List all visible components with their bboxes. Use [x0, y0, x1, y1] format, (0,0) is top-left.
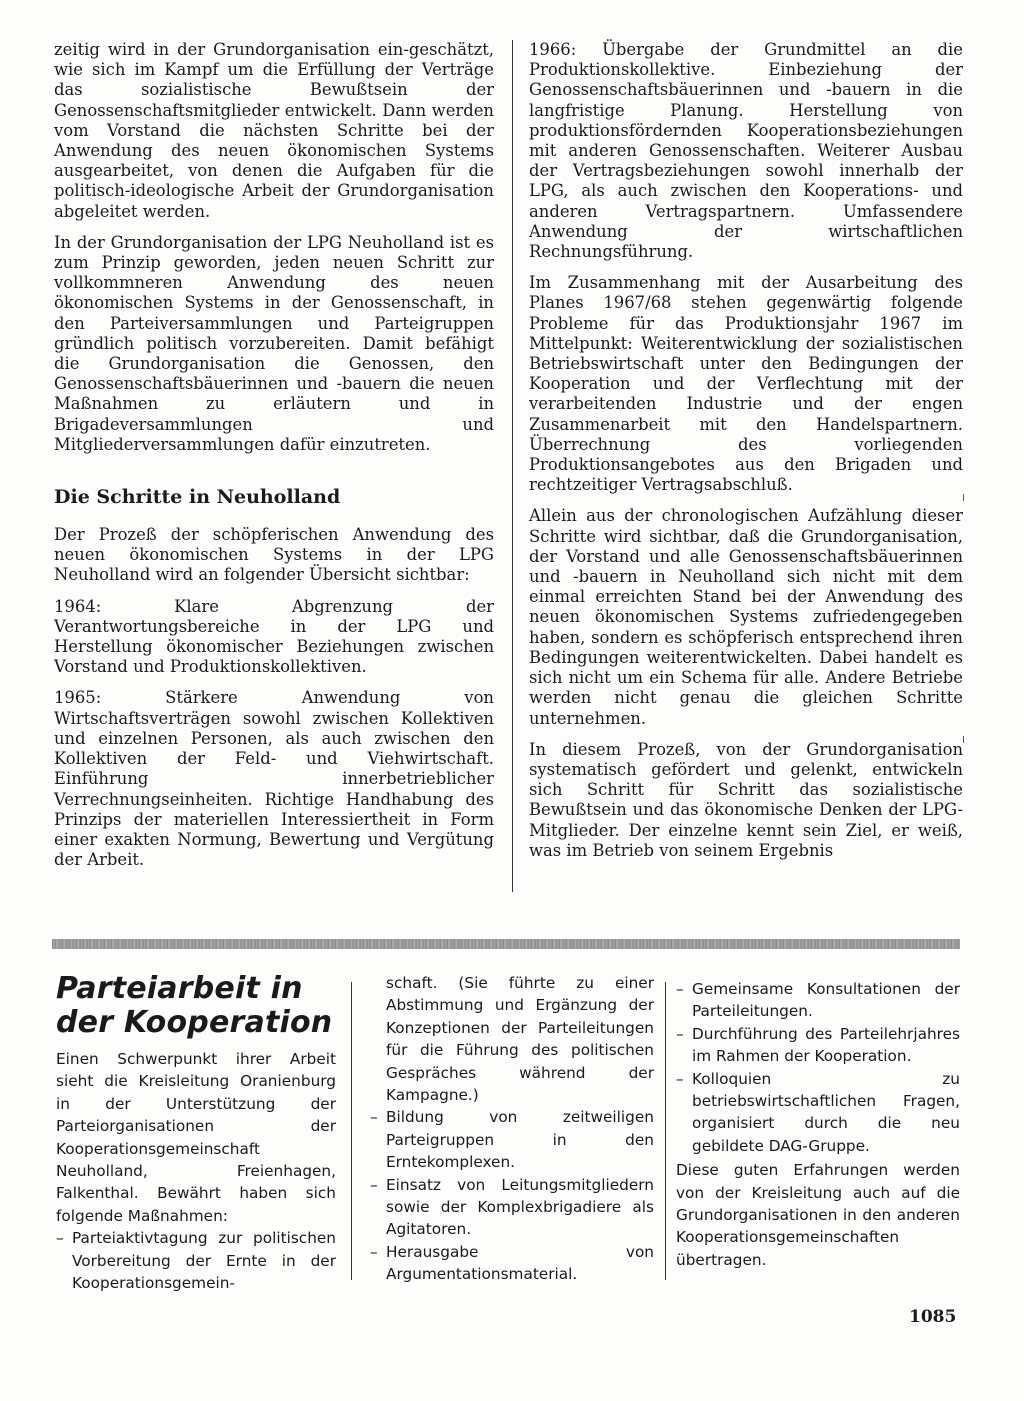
- list-item-text: Herausgabe von Argumentationsmaterial.: [386, 1242, 654, 1284]
- list-item-text: Parteiaktivtagung zur politischen Vorbereitung der Ernte in der Kooperationsgemein-: [72, 1229, 336, 1293]
- article-paragraph: zeitig wird in der Grundorganisation ein-geschätzt, wie sich im Kampf um die Erfüllung der Verträge das sozialistische Bewußtsein der Genossenschaftsmitglieder entwickelt. Dann werden vom Vorstand die nächsten Schritte bei der Anwendung des neuen ökonomischen Systems ausgearbeitet, von denen die Aufgaben für die politisch-ideologische Arbeit der Grundorganisation abgeleitet werden.: [54, 40, 494, 221]
- list-item: [676, 1023, 960, 1068]
- dash-marker: –: [676, 1069, 684, 1088]
- box-closing: Diese guten Erfahrungen werden von der Kreisleitung auch auf die Grundorganisationen in den anderen Kooperationsgemeinschaften übertragen.: [676, 1161, 960, 1269]
- box-list-3: [676, 978, 960, 1157]
- list-item: [56, 1227, 336, 1294]
- dash-marker: –: [56, 1229, 64, 1248]
- box-intro: Einen Schwerpunkt ihrer Arbeit sieht die Kreisleitung Oranienburg in der Unterstützung der Parteiorganisationen der Kooperationsgemeinschaft Neuholland, Freienhagen, Falkenthal. Bewährt haben sich folgende Maßnahmen:: [56, 1050, 336, 1225]
- list-item-text: Gemeinsame Konsultationen der Parteileitungen.: [692, 980, 960, 1021]
- dash-marker: –: [370, 1108, 378, 1127]
- list-item-text: Einsatz von Leitungsmitgliedern sowie der Komplexbrigadiere als Agitatoren.: [386, 1175, 654, 1239]
- article-paragraph: In diesem Prozeß, von der Grundorganisation systematisch gefördert und gelenkt, entwickeln sich Schritt für Schritt das sozialistische Bewußtsein und das ökonomische Denken der LPG-Mitglieder. Der einzelne kennt sein Ziel, er weiß, was im Betrieb von seinem Ergebnis: [529, 739, 963, 860]
- article-paragraph: In der Grundorganisation der LPG Neuholland ist es zum Prinzip geworden, jeden neuen Schritt zur vollkommneren Anwendung des neuen ökonomischen Systems in der Genossenschaft, in den Parteiversammlungen und Parteigruppen gründlich politisch vorzubereiten. Damit befähigt die Grundorganisation die Genossen, den Genossenschaftsbäuerinnen und -bauern die neuen Maßnahmen zu erläutern und in Brigadeversammlungen und Mitgliederversammlungen dafür einzutreten.: [54, 232, 494, 454]
- article-paragraph: Im Zusammenhang mit der Ausarbeitung des Planes 1967/68 stehen gegenwärtig folgende Probleme für das Produktionsjahr 1967 im Mittelpunkt: Weiterentwicklung der sozialistischen Betriebswirtschaft unter den Bedingungen der Kooperation und der Verflechtung mit der verarbeitenden Industrie und der engen Zusammenarbeit mit den Handelspartnern. Überrechnung des vorliegenden Produktionsangebotes aus den Brigaden und rechtzeitiger Vertragsabschluß.: [529, 273, 963, 495]
- box-list-2: [370, 1106, 654, 1285]
- article-paragraph: 1964: Klare Abgrenzung der Verantwortungsbereiche in der LPG und Herstellung ökonomischer Beziehungen zwischen Vorstand und Produktionskollektiven.: [54, 596, 494, 677]
- dash-marker: –: [676, 980, 684, 998]
- article-paragraph: Allein aus der chronologischen Aufzählung dieser Schritte wird sichtbar, daß die Grundorganisation, der Vorstand und alle Genossenschaftsbäuerinnen und -bauern in Neuholland sich nicht mit dem einmal erreichten Stand bei der Anwendung des neuen ökonomischen Systems zufriedengegeben haben, sondern es schöpferisch entsprechend ihren Bedingungen weiterentwickelten. Dabei handelt es sich nicht um ein Schema für alle. Andere Betriebe werden nicht genau die gleichen Schritte unternehmen.: [529, 506, 963, 728]
- box-column-divider: [665, 982, 666, 1280]
- section-heading: Die Schritte in Neuholland: [54, 486, 341, 509]
- list-item: [370, 1241, 654, 1286]
- list-item: [676, 1068, 960, 1158]
- list-item: [676, 978, 960, 1023]
- article-paragraph: Der Prozeß der schöpferischen Anwendung des neuen ökonomischen Systems in der LPG Neuholland wird an folgender Übersicht sichtbar:: [54, 525, 494, 585]
- dash-marker: –: [676, 1024, 684, 1043]
- article-paragraph: 1966: Übergabe der Grundmittel an die Produktionskollektive. Einbeziehung der Genossenschaftsbäuerinnen und -bauern in die langfristige Planung. Herstellung von produktionsfördernden Kooperationsbeziehungen mit anderen Genossenschaften. Weiterer Ausbau der Vertragsbeziehungen sowohl innerhalb der LPG, als auch zwischen den Kooperations- und anderen Vertragspartnern. Umfassendere Anwendung der wirtschaftlichen Rechnungsführung.: [529, 40, 963, 262]
- article-right-column: [529, 40, 963, 872]
- article-paragraph: 1965: Stärkere Anwendung von Wirtschaftsverträgen sowohl zwischen Kollektiven und einzelnen Personen, als auch zwischen den Kollektiven der Feld- und Viehwirtschaft. Einführung innerbetrieblicher Verrechnungseinheiten. Richtige Handhabung des Prinzips der materiellen Interessiertheit in Form einer exakten Normung, Bewertung und Vergütung der Arbeit.: [54, 688, 494, 870]
- list-item-text: Durchführung des Parteilehrjahres im Rahmen der Kooperation.: [692, 1024, 960, 1066]
- box-column-2: [370, 972, 654, 1286]
- list-item: [370, 1106, 654, 1173]
- dash-marker: –: [370, 1175, 378, 1194]
- print-speck: [963, 494, 964, 501]
- separator-band: [52, 939, 960, 949]
- column-divider: [512, 40, 513, 892]
- dash-marker: –: [370, 1242, 378, 1261]
- article-left-column: [54, 40, 494, 881]
- box-list-1: [56, 1227, 336, 1294]
- box-title: Parteiarbeit in der Kooperation: [56, 971, 333, 1040]
- list-item: [370, 1174, 654, 1241]
- box-continuation: schaft. (Sie führte zu einer Abstimmung und Ergänzung der Konzeptionen der Parteileitungen für die Führung des politischen Gespräches während der Kampagne.): [386, 974, 654, 1105]
- box-column-1: [56, 972, 336, 1294]
- box-column-divider: [351, 982, 352, 1280]
- list-item-text: Bildung von zeitweiligen Parteigruppen in den Erntekomplexen.: [386, 1108, 654, 1172]
- print-speck: [963, 736, 964, 743]
- list-item-text: Kolloquien zu betriebswirtschaftlichen Fragen, organisiert durch die neu gebildete DAG-Gruppe.: [692, 1069, 960, 1155]
- box-column-3: [676, 978, 960, 1271]
- page-number: 1085: [909, 1307, 957, 1327]
